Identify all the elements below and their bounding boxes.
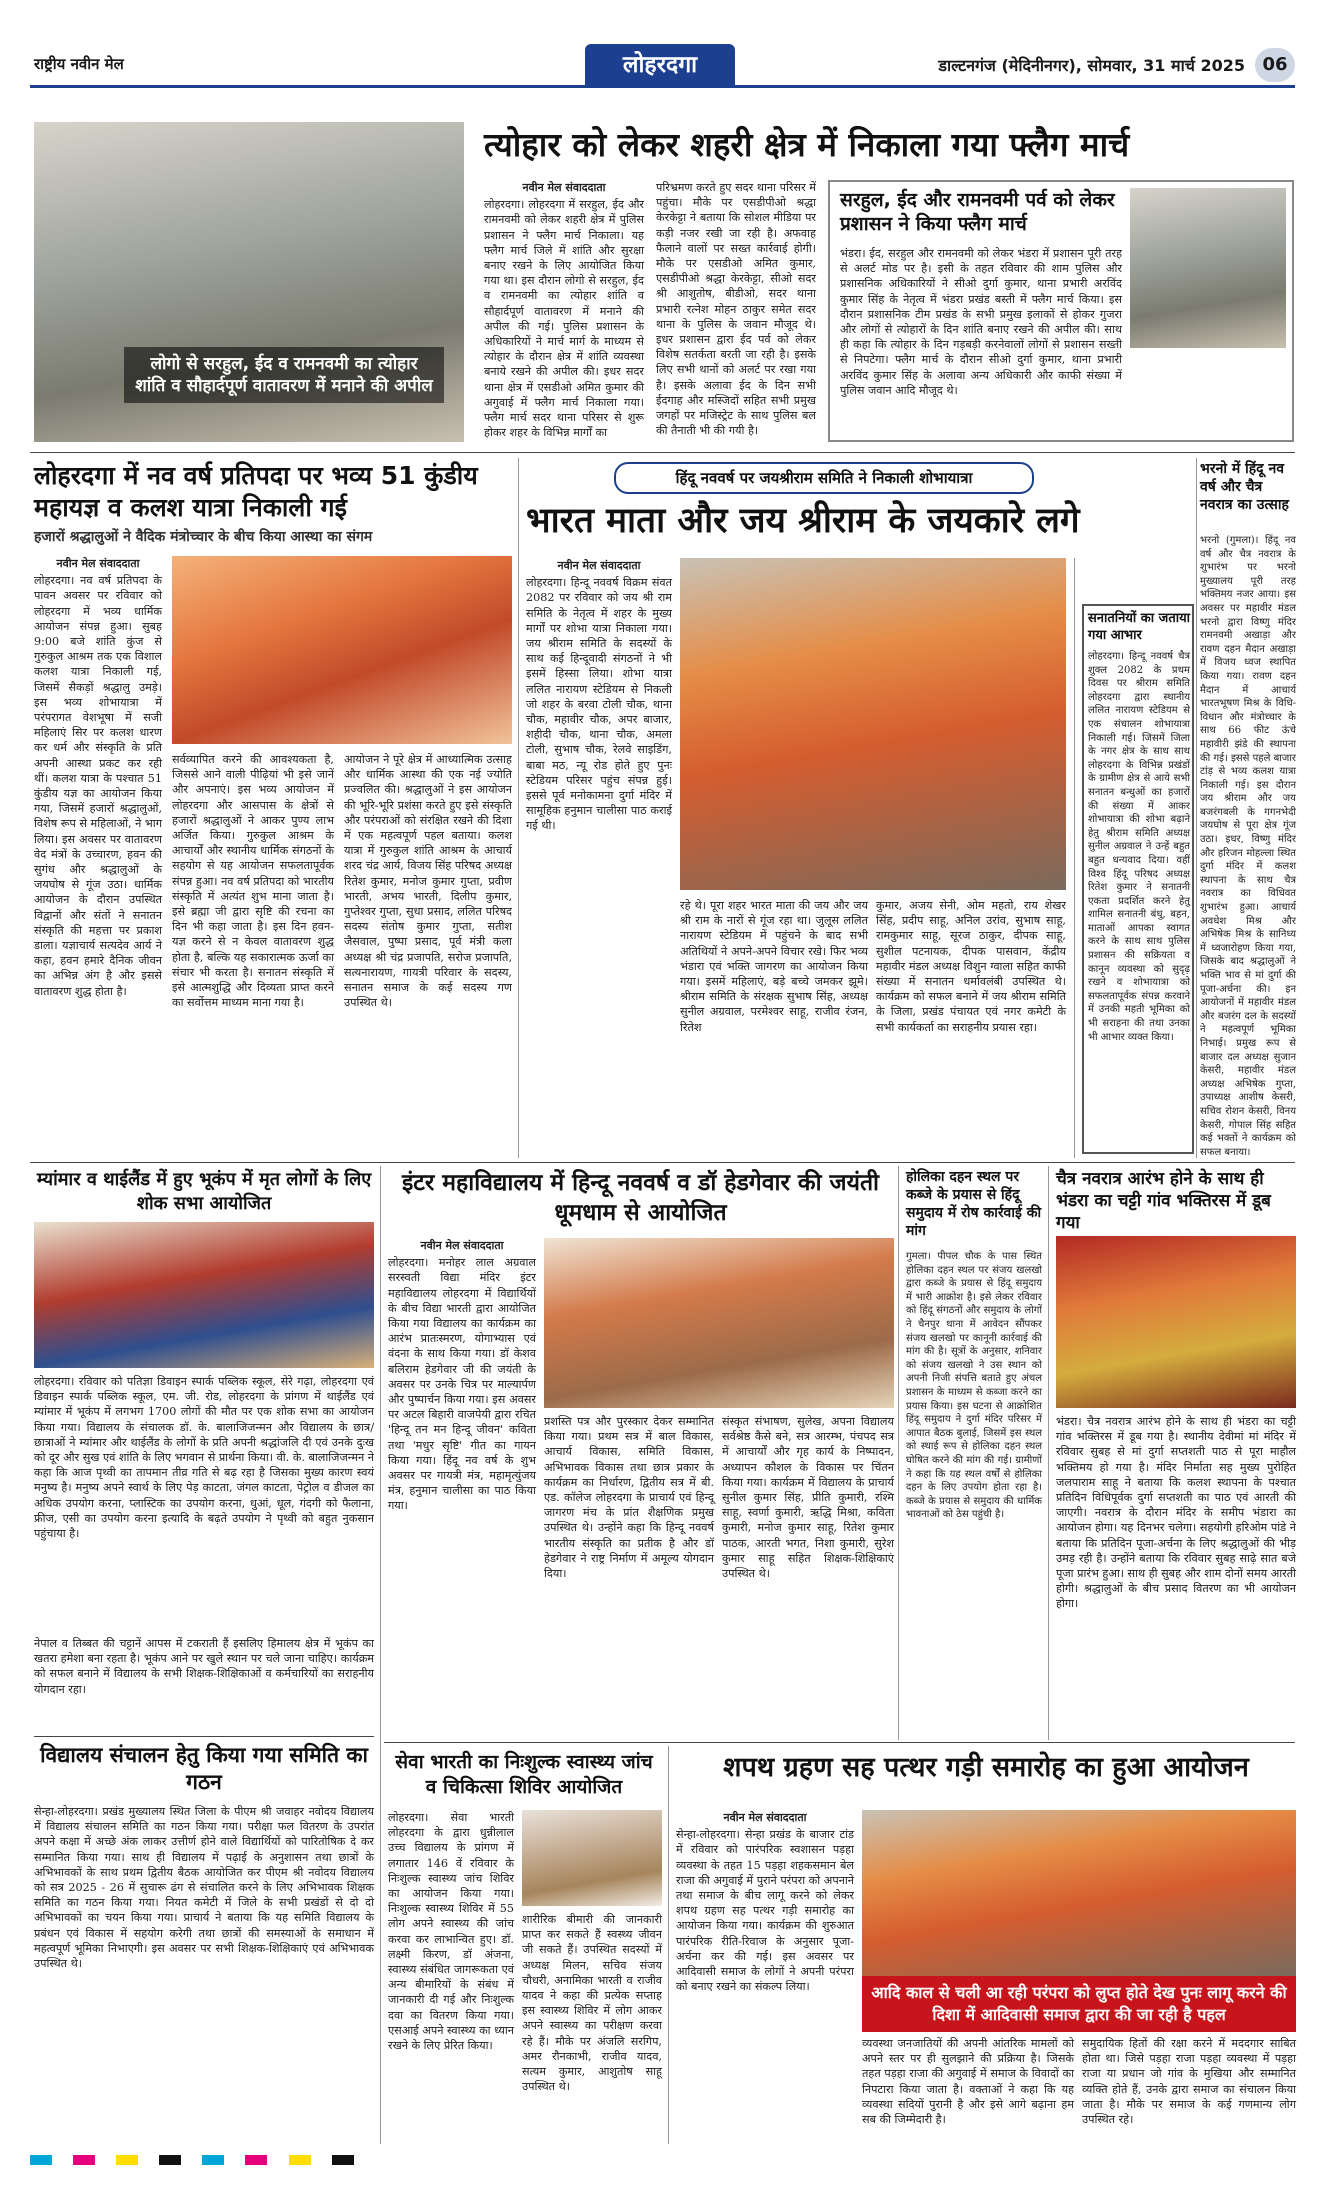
divider <box>384 1742 1295 1743</box>
jai-shri-ram-column-3: कुमार, अजय सेनी, ओम महतो, राय शेखर सिंह, प्रदीप साहू, अनिल उरांव, सुभाष साहू, रामकुमार साहू, सूरज ठाकुर, दीपक साहू, सुशील पटनायक, दीपक पासवान, केंद्रीय महावीर मंडल अध्यक्ष विशुन ग्वाला सहित काफी संख्या में सनातन धर्मावलंबी उपस्थित थे। कार्यक्रम को सफल बनाने में जय श्रीराम समिति के जिला, प्रखंड पंचायत एवं नगर कमेटी के सभी कार्यकर्ता का सराहनीय प्रयास रहा। <box>876 899 1066 1034</box>
divider <box>668 1746 669 2144</box>
holika-headline: होलिका दहन स्थल पर कब्जे के प्रयास से हिंदू समुदाय में रोष कार्रवाई की मांग <box>906 1169 1042 1239</box>
divider <box>898 1166 899 1740</box>
jai-shri-ram-text-1: लोहरदगा। हिन्दू नववर्ष विक्रम संवत 2082 पर रविवार को जय श्री राम समिति के नेतृत्व में शहर के मुख्य मार्गों पर शोभा यात्रा निकाला गया। जय श्रीराम समिति के सदस्यों के साथ कई हिन्दूवादी संगठनों ने भी इसमें हिस्सा लिया। शोभा यात्रा ललित नारायण स्टेडियम से निकली जो शहर के बरवा टोली चौक, थाना चौक, महावीर चौक, अपर बाजार, शहीदी चौक, थाना चौक, अमला टोली, सुभाष चौक, रेलवे साइडिंग, बाबा मठ, न्यू रोड होते हुए पुनः स्टेडियम परिसर पहुंच संपन्न हुई। इससे पूर्व मनोकामना दुर्गा मंदिर में सामूहिक हनुमान चालीसा पाठ कराई गई थी। <box>526 576 672 833</box>
section-label: लोहरदगा <box>585 44 735 86</box>
byline: नवीन मेल संवाददाता <box>557 559 641 572</box>
oath-headline: शपथ ग्रहण सह पत्थर गड़ी समारोह का हुआ आयोजन <box>723 1752 1249 1783</box>
yagya-column-1 <box>34 556 162 1154</box>
college-event-photo <box>544 1238 894 1408</box>
yagya-column-2: सर्वव्यापित करने की आवश्यकता है, जिससे आने वाली पीढ़ियां भी इसे जानें और अपनाएं। इस भव्य आयोजन में लोहरदगा और आसपास के क्षेत्रों से हजारों श्रद्धालुओं ने आकर पुण्य लाभ अर्जित किया। गुरुकुल आश्रम के आचार्यों और स्थानीय धार्मिक संगठनों के सहयोग से यह आयोजन सफलतापूर्वक संपन्न हुआ। नव वर्ष प्रतिपदा को भारतीय संस्कृति में अत्यंत शुभ माना जाता है। इसे ब्रह्मा जी द्वारा सृष्टि की रचना का दिन भी कहा जाता है। इस दिन हवन-यज्ञ करने से न केवल वातावरण शुद्ध होता है, बल्कि यह सकारात्मक ऊर्जा का संचार भी करता है। सनातन संस्कृति में इसे आत्मशुद्धि और दिव्यता प्राप्त करने का सर्वोत्तम माध्यम माना गया है। <box>172 753 334 1010</box>
yagya-photo <box>172 556 512 744</box>
spacer <box>980 604 1098 1164</box>
school-committee-headline: विद्यालय संचालन हेतु किया गया समिति का गठन <box>40 1743 368 1794</box>
jai-shri-ram-headline: भारत माता और जय श्रीराम के जयकारे लगे <box>526 501 1080 541</box>
holika-text: गुमला। पीपल चौक के पास स्थित होलिका दहन स्थल पर संजय खलखो द्वारा कब्जे के प्रयास से हिंदू समुदाय में भारी आक्रोश है। इसे लेकर रविवार को हिंदू संगठनों और समुदाय के लोगों ने चैनपुर थाना में आवेदन सौंपकर संजय खलखो पर कानूनी कार्रवाई की मांग की है। सूत्रों के अनुसार, शनिवार को संजय खलखो ने उस स्थान को अपनी निजी संपत्ति बताते हुए अंचल प्रशासन के माध्यम से कब्जा करने का प्रयास किया। इस घटना से आक्रोशित हिंदू समुदाय ने दुर्गा मंदिर परिसर में आपात बैठक बुलाई, जिसमें इस स्थल को स्थाई रूप से होलिका दहन स्थल घोषित करने की मांग की गई। ग्रामीणों ने कहा कि यह स्थल वर्षों से होलिका दहन के लिए उपयोग होता रहा है। कब्जे के प्रयास से समुदाय की धार्मिक भावनाओं को ठेस पहुंची है। <box>906 1251 1042 1521</box>
flag-march-headline: त्योहार को लेकर शहरी क्षेत्र में निकाला गया फ्लैग मार्च <box>484 125 1130 164</box>
health-camp-headline: सेवा भारती का निःशुल्क स्वास्थ्य जांच व चिकित्सा शिविर आयोजित <box>395 1751 653 1798</box>
color-mark <box>289 2155 311 2165</box>
byline: नवीन मेल संवाददाता <box>56 557 140 570</box>
flag-march-text-1: लोहरदगा। लोहरदगा में सरहुल, ईद और रामनवमी को लेकर शहरी क्षेत्र में पुलिस प्रशासन ने फ्लैग मार्च निकाला। यह फ्लैग मार्च जिले में शांति और सुरक्षा बनाए रखने के लिए आयोजित किया गया था। इस दौरान लोगो से सरहुल, ईद व रामनवमी का त्योहार शांति व सौहार्दपूर्ण वातावरण में मनाने की अपील की गई। पुलिस प्रशासन के अधिकारियों ने मार्च मार्ग के माध्यम से त्योहार के दौरान क्षेत्र में शांति व्यवस्था बनाये रखने की अपील की। इधर सदर थाना क्षेत्र में एसडीओ अमित कुमार की अगुवाई में फ्लैग मार्च निकाला गया। फ्लैग मार्च सदर थाना परिसर से शुरू होकर शहर के विभिन्न मार्गों का <box>484 198 644 440</box>
yagya-headline: लोहरदगा में नव वर्ष प्रतिपदा पर भव्य 51 कुंडीय महायज्ञ व कलश यात्रा निकाली गई <box>34 461 478 522</box>
hedgewar-column-1 <box>388 1238 536 1736</box>
divider <box>518 458 519 1158</box>
jai-shri-ram-column-2: रहे थे। पूरा शहर भारत माता की जय और जय श्री राम के नारों से गूंज रहा था। जुलूस ललित नारायण स्टेडियम में पहुंचने के बाद सभी अतिथियों ने अपने-अपने विचार रखे। फिर भव्य भंडारा एवं भक्ति जागरण का आयोजन किया गया। इसमें महिलाएं, बड़े बच्चे जमकर झूमे। श्रीराम समिति के संरक्षक सुभाष सिंह, अध्यक्ष सुनील अग्रवाल, परमेश्वर साहू, राजीव रंजन, रितेश <box>680 899 868 1034</box>
flag-march-photo <box>34 122 464 442</box>
jai-shri-ram-kicker: हिंदू नववर्ष पर जयश्रीराम समिति ने निकाली शोभायात्रा <box>614 462 1034 494</box>
hedgewar-column-2: प्रशस्ति पत्र और पुरस्कार देकर सम्मानित किया गया। प्रथम सत्र में बाल विकास, आचार्य विकास, समिति विकास, अभिभावक विकास तथा छात्र प्रकार के कार्यक्रम का निर्धारण, द्वितीय सत्र में बी. एड. कॉलेज लोहरदगा के प्राचार्य एवं हिन्दू जागरण मंच के प्रांत शैक्षणिक प्रमुख उपस्थित थे। उन्होंने कहा कि हिन्दू नववर्ष भारतीय संस्कृति का प्रतीक है और डॉ हेडगेवार ने राष्ट्र निर्माण में अमूल्य योगदान दिया। <box>544 1415 714 1581</box>
masthead <box>30 44 1295 88</box>
divider <box>1074 558 1075 1158</box>
paper-name: राष्ट्रीय नवीन मेल <box>34 55 124 73</box>
divider <box>1196 458 1197 1158</box>
page-number: 06 <box>1255 48 1295 82</box>
earthquake-text-2: नेपाल व तिब्बत की चट्टानें आपस में टकराती हैं इसलिए हिमालय क्षेत्र में भूकंप का खतरा हमेशा बना रहता है। भूकंप आने पर खुले स्थान पर चले जाना चाहिए। कार्यक्रम को सफल बनाने में विद्यालय के सभी शिक्षक-शिक्षिकाओं व कर्मचारियों का सराहनीय योगदान रहा। <box>34 1637 374 1696</box>
divider <box>1048 1166 1049 1740</box>
hedgewar-column-3: संस्कृत संभाषण, सुलेख, अपना विद्यालय सर्वश्रेष्ठ कैसे बने, सत्र आरम्भ, पंचपद सत्र में आचार्यों और गृह कार्य के निष्पादन, अध्यापन कौशल के विकास पर चिंतन किया गया। कार्यक्रम में विद्यालय के प्राचार्य सुनील कुमार सिंह, प्रीति कुमारी, रश्मि साहू, स्वर्णा कुमारी, ऋद्धि मिश्रा, कविता कुमारी, मनोज कुमार साहू, रितेश कुमार पाठक, आरती भगत, निशा कुमारी, सुरेश कुमार साहू सहित शिक्षक-शिक्षिकाएं उपस्थित थे। <box>722 1415 894 1581</box>
divider <box>380 1166 381 2144</box>
oath-column-1 <box>676 1810 854 1994</box>
flag-march-column-2: परिभ्रमण करते हुए सदर थाना परिसर में पहुंचा। मौके पर एसडीपीओ श्रद्धा केरकेट्टा ने बताया कि सोशल मीडिया पर कड़ी नजर रखी जा रही है। अफवाह फैलाने वालों पर सख्त कार्रवाई होगी। मौके पर एसडीओ अमित कुमार, एसडीपीओ श्रद्धा केरकेट्टा, सीओ सदर श्री आशुतोष, बीडीओ, सदर थाना प्रभारी रत्नेश मोहन ठाकुर समेत सदर थाना के पुलिस के जवान मौजूद थे। इधर प्रशासन द्वारा ईद पर्व को लेकर विशेष सतर्कता बरती जा रही है। इसके लिए सभी थानों को अलर्ट पर रखा गया है। इसके अलावा ईद के दिन सभी ईदगाह और मस्जिदों सहित सभी प्रमुख जगहों पर मजिस्ट्रेट के साथ पुलिस बल की तैनाती भी की गयी है। <box>656 181 816 438</box>
oath-column-2: व्यवस्था जनजातियों की अपनी आंतरिक मामलों को अपने स्तर पर ही सुलझाने की प्रक्रिया है। जिसके तहत पड़हा राजा की अगुवाई में समाज के विवादों का निपटारा किया जाता है। वक्ताओं ने कहा कि यह व्यवस्था सदियों पुरानी है और इसे आगे बढ़ाना हम सब की जिम्मेदारी है। <box>862 2037 1074 2127</box>
earthquake-text: लोहरदगा। रविवार को पतिज्ञा डिवाइन स्पार्क पब्लिक स्कूल, सेरे गढ़ा, लोहरदगा एवं डिवाइन स्पार्क पब्लिक स्कूल, एम. जी. रोड, लोहरदगा के प्रांगण में थाईलैंड एवं म्यांमार में भूकंप में लगभग 1700 लोगों की मौत पर एक शोक सभा का आयोजन किया गया। विद्यालय के संचालक डॉ. के. बालाजिजन्मन और विद्यालय के छात्र/छात्राओं ने म्यांमार और थाईलैंड के लोगों के प्रति अपनी श्रद्धांजलि दी एवं उनके दुःख को दूर और सुख एवं शांति के लिए भगवान से प्रार्थना किया। वी. के. बालाजिजन्मन ने कहा कि आज पृथ्वी का तापमान तीव्र गति से बढ़ रहा है जिसका मुख्य कारण स्वयं मनुष्य है। मनुष्य अपने स्वार्थ के लिए पेड़ काटता, जंगल काटता, पेट्रोल व डीजल का अधिक उपयोग करना, प्लास्टिक का उपयोग करना, धुआं, धूल, गंदगी को फैलाना, फ्रीज, एसी का उपयोग करना इत्यादि के बढ़ते उपयोग ने पृथ्वी को बहुत नुकसान पहुंचाया है। <box>34 1375 374 1541</box>
yagya-text-1: लोहरदगा। नव वर्ष प्रतिपदा के पावन अवसर पर रविवार को लोहरदगा में भव्य धार्मिक आयोजन संपन्न हुआ। सुबह 9:00 बजे शांति कुंज से गुरुकुल आश्रम तक एक विशाल कलश यात्रा निकाली गई, जिसमें सैकड़ों श्रद्धालु उमड़े। इस भव्य शोभायात्रा में परंपरागत वेशभूषा में सजी महिलाएं सिर पर कलश धारण कर धर्म और संस्कृति के प्रति अपनी आस्था प्रकट कर रही थीं। कलश यात्रा के पश्चात 51 कुंडीय यज्ञ का आयोजन किया गया, जिसमें हजारों श्रद्धालुओं, विशेष रूप से महिलाओं, ने भाग लिया। इस अवसर पर वातावरण वेद मंत्रों के उच्चारण, हवन की सुगंध और श्रद्धालुओं के जयघोष से गूंज उठा। धार्मिक आयोजन के दौरान उपस्थित विद्वानों और संतों ने सनातन संस्कृति की महत्ता पर प्रकाश डाला। यज्ञाचार्य सत्यदेव आर्य ने कहा, हवन हमारे दैनिक जीवन का अभिन्न अंग है और इससे वातावरण शुद्ध होता है। <box>34 574 162 998</box>
health-camp-photo <box>522 1810 662 1906</box>
flag-march-column-1 <box>484 180 644 442</box>
flag-march-photo-caption: लोगो से सरहुल, ईद व रामनवमी का त्योहार शांति व सौहार्दपूर्ण वातावरण में मनाने की अपील <box>124 347 444 403</box>
jai-shri-ram-column-1 <box>526 558 672 1154</box>
oath-text-1: सेन्हा-लोहरदगा। सेन्हा प्रखंड के बाजार टांड में रविवार को पारंपरिक स्वशासन पड़हा व्यवस्था के तहत 15 पड़हा शहकसमान बेल राजा की अगुवाई में पुराने परंपरा को अपनाने तथा समाज के बीच लागू करने को लेकर शपथ ग्रहण सह पत्थर गड़ी समारोह का आयोजन किया गया। कार्यक्रम की शुरुआत पारंपरिक रीति-रिवाज के अनुसार पूजा-अर्चना कर की गई। इस अवसर पर आदिवासी समाज के लोगों ने अपनी परंपरा को बनाए रखने का संकल्प लिया। <box>676 1828 854 1994</box>
divider <box>34 1736 374 1737</box>
school-committee-text: सेन्हा-लोहरदगा। प्रखंड मुख्यालय स्थित जिला के पीएम श्री जवाहर नवोदय विद्यालय में विद्यालय संचालन समिति का गठन किया गया। परीक्षा फल वितरण के उपरांत अपने कक्षा में अच्छे अंक लाकर उत्तीर्ण होने वाले विद्यार्थियों को पारितोषिक दे कर सम्मानित किया गया। साथ ही विद्यालय में पढ़ाई के अनुशासन तथा छात्रों के अभिभावकों के साथ प्रथम द्वितीय बैठक आयोजित कर पीएम श्री नवोदय विद्यालय को सत्र 2025 - 26 में सुचारू ढंग से संचालित करने के लिए अभिभावक शिक्षक समिति का गठन किया गया। नियत कमेटी में जिले के सभी प्रखंडों से दो दो अभिभावकों का चयन किया गया। प्राचार्य ने बताया कि यह समिति विद्यालय के प्रबंधन एवं विकास में सहयोग करेगी तथा छात्रों की समस्याओं के समाधान में महत्वपूर्ण भूमिका निभाएगी। इस अवसर पर सभी शिक्षक-शिक्षिकाएं एवं अभिभावक उपस्थित थे। <box>34 1805 374 1971</box>
color-mark <box>202 2155 224 2165</box>
color-mark <box>30 2155 52 2165</box>
byline: नवीन मेल संवाददाता <box>420 1239 504 1252</box>
earthquake-headline: म्यांमार व थाईलैंड में हुए भूकंप में मृत लोगों के लिए शोक सभा आयोजित <box>36 1169 372 1214</box>
byline: नवीन मेल संवाददाता <box>522 181 606 194</box>
color-mark <box>116 2155 138 2165</box>
bhandra-navratri-headline: चैत्र नवरात्र आरंभ होने के साथ ही भंडरा का चट्टी गांव भक्तिरस में डूब गया <box>1056 1169 1271 1233</box>
color-mark <box>159 2155 181 2165</box>
bharno-text: भरनो (गुमला)। हिंदू नव वर्ष और चैत्र नवरात्र के शुभारंभ पर भरनो मुख्यालय पूरी तरह भक्तिमय नजर आया। इस अवसर पर महावीर मंडल भरनो द्वारा विष्णु मंदिर रामनवमी अखाड़ा और रावण दहन मैदान अखाड़ा में विजय ध्वज स्थापित किया गया। रावण दहन मैदान में आचार्य भारतभूषण मिश्र के विधि-विधान और मंत्रोच्चार के साथ 66 फीट ऊंचे महावीरी झंडे की स्थापना की गई। इससे पहले बाजार टांड़ से भव्य कलश यात्रा निकाली गई। इस दौरान जय श्रीराम और जय बजरंगबली के गगनभेदी जयघोष से पूरा क्षेत्र गूंज उठा। इधर, विष्णु मंदिर और हरिजन मोहल्ला स्थित दुर्गा मंदिर में कलश स्थापना के साथ चैत्र नवरात्र का विधिवत शुभारंभ हुआ। आचार्य अवधेश मिश्र और अभिषेक मिश्र के सानिध्य में ध्वजारोहण किया गया, जिसके बाद श्रद्धालुओं ने भक्ति भाव से मां दुर्गा की पूजा-अर्चना की। इन आयोजनों में महावीर मंडल और बजरंग दल के सदस्यों ने महत्वपूर्ण भूमिका निभाई। प्रमुख रूप से बाजार दल अध्यक्ष सुजान केसरी, महावीर मंडल अध्यक्ष अभिषेक गुप्ता, उपाध्यक्ष आशीष केसरी, सचिव रोशन केसरी, विनय केसरी, गोपाल सिंह सहित कई भक्तों ने कार्यक्रम को सफल बनाया। <box>1200 535 1296 1158</box>
print-color-marks <box>30 2150 1295 2166</box>
temple-photo <box>1056 1236 1296 1408</box>
flag-march-side-headline: सरहुल, ईद और रामनवमी पर्व को लेकर प्रशासन ने किया फ्लैग मार्च <box>840 189 1115 235</box>
color-mark <box>332 2155 354 2165</box>
flag-march-side-text: भंडरा। ईद, सरहुल और रामनवमी को लेकर भंडरा में प्रशासन पूरी तरह से अलर्ट मोड पर है। इसी के तहत रविवार की शाम पुलिस और प्रशासनिक अधिकारियों ने सीओ दुर्गा कुमार, थाना प्रभारी अरविंद कुमार सिंह के नेतृत्व में भंडरा प्रखंड बस्ती में फ्लैग मार्च किया। इस दौरान प्रशासनिक टीम प्रखंड के सभी प्रमुख इलाकों से होकर गुजरा और लोगों से त्योहारों के दिन शांति बनाए रखने की अपील की। साथ ही कहा कि त्योहार के दिन गड़बड़ी करनेवालों लोगों से प्रशासन सख्ती से निपटेगा। फ्लैग मार्च के दौरान सीओ दुर्गा कुमार, थाना प्रभारी अरविंद कुमार सिंह के अलावा अन्य अधिकारी और काफी संख्या में पुलिस जवान आदि मौजूद थे। <box>840 247 1122 397</box>
oath-ceremony-photo <box>862 1810 1296 1976</box>
dateline: डाल्टनगंज (मेदिनीनगर), सोमवार, 31 मार्च 2025 <box>938 56 1245 75</box>
hedgewar-text-1: लोहरदगा। मनोहर लाल अग्रवाल सरस्वती विद्या मंदिर इंटर महाविद्यालय लोहरदगा में विद्यार्थियों के बीच विद्या भारती द्वारा आयोजित किया गया विद्यालय का कार्यक्रम का आरंभ प्रातःस्मरण, योगाभ्यास एवं वंदना के साथ किया गया। डॉ केशव बलिराम हेडगेवार जी की जयंती के अवसर पर उनके चित्र पर माल्यार्पण और पुष्पार्चन किया गया। इस अवसर पर अटल बिहारी वाजपेयी द्वारा रचित 'हिन्दू तन मन हिन्दू जीवन' कविता तथा 'मधुर सृष्टि' गीत का गायन किया गया। हिंदू नव वर्ष के शुभ अवसर पर गायत्री मंत्र, महामृत्युंजय मंत्र, हनुमान चालीसा का पाठ किया गया। <box>388 1256 536 1513</box>
sanatani-headline: सनातनियों का जताया गया आभार <box>1088 611 1191 643</box>
divider <box>30 452 1295 453</box>
oath-photo-caption: आदि काल से चली आ रही परंपरा को लुप्त होते देख पुनः लागू करने की दिशा में आदिवासी समाज द्वारा की जा रही है पहल <box>862 1976 1296 2032</box>
bhandra-navratri-text: भंडरा। चैत्र नवरात्र आरंभ होने के साथ ही भंडरा का चट्टी गांव भक्तिरस में डूब गया है। स्थानीय देवीमां मां मंदिर में रविवार सुबह से मां दुर्गा सप्तशती पाठ से पूरा माहौल भक्तिमय हो गया है। मंदिर निर्माता सह मुख्य पुरोहित जलपाराम साहू ने बताया कि कलश स्थापना के पश्चात प्रतिदिन विधिपूर्वक दुर्गा सप्तशती का पाठ एवं आरती की जाएगी। नवरात्र के दौरान मंदिर के समीप भंडारा का आयोजन होगा। यह दिनभर चलेगा। सहयोगी हरिओम पांडे ने बताया कि प्रतिदिन पूजा-अर्चना के लिए श्रद्धालुओं की भीड़ उमड़ रही है। उन्होंने बताया कि रविवार सुबह साढ़े सात बजे पूजा प्रारंभ हुआ। साथ ही सुबह और शाम दोनों समय आरती होगी। श्रद्धालुओं के बीच प्रसाद वितरण का भी आयोजन होगा। <box>1056 1415 1296 1611</box>
divider <box>30 1162 1295 1163</box>
color-mark <box>73 2155 95 2165</box>
bhandra-flag-march-photo <box>1130 188 1286 348</box>
bharno-headline: भरनो में हिंदू नव वर्ष और चैत्र नवरात्र का उत्साह <box>1200 461 1289 513</box>
hedgewar-headline: इंटर महाविद्यालय में हिन्दू नववर्ष व डॉ हेडगेवार की जयंती धूमधाम से आयोजित <box>401 1170 880 1226</box>
sanatani-text: लोहरदगा। हिन्दू नववर्ष चैत्र शुक्ल 2082 के प्रथम दिवस पर श्रीराम समिति लोहरदगा द्वारा स्थानीय ललित नारायण स्टेडियम से एक संचालन शोभायात्रा निकाली गई। जिसमें जिला के नगर क्षेत्र के साथ साथ लोहरदगा के विभिन्न प्रखंडों के ग्रामीण क्षेत्र से आये सभी सनातन बन्धुओं का हजारों की संख्या में आकर शोभायात्रा की शोभा बढ़ाने हेतु श्रीराम समिति अध्यक्ष सुनील अग्रवाल ने उन्हें बहुत बहुत धन्यवाद दिया। वहीं विश्व हिंदू परिषद अध्यक्ष रितेश कुमार ने सनातनी एकता प्रदर्शित करने हेतु शामिल सनातनी बंधु, बहन, माताओं आपका स्वागत करने के साथ साथ पुलिस प्रशासन की सक्रियता व कानून व्यवस्था को सुदृढ़ रखने व शोभायात्रा को सफलतापूर्वक संपन्न करवाने में उनकी महती भूमिका को भी सराहना की तथा उनका भी आभार व्यक्त किया। <box>1088 651 1190 1043</box>
color-mark <box>245 2155 267 2165</box>
yagya-subhead: हजारों श्रद्धालुओं ने वैदिक मंत्रोच्चार के बीच किया आस्था का संगम <box>34 529 373 545</box>
health-camp-column-1: लोहरदगा। सेवा भारती लोहरदगा के द्वारा धुन्नीलाल उच्च विद्यालय के प्रांगण में लगातार 146 वें रविवार के निःशुल्क स्वास्थ्य जांच शिविर का आयोजन किया गया। निःशुल्क स्वास्थ्य शिविर में 55 लोग अपने स्वास्थ्य की जांच करवा कर लाभान्वित हुए। डॉ. लक्ष्मी किरण, डॉ अंजना, स्वास्थ्य संबंधित जागरूकता एवं अन्य बीमारियों के संबंध में जानकारी दी गई और निःशुल्क दवा का वितरण किया गया। एसआई अपने स्वास्थ्य का ध्यान रखने के लिए प्रेरित किया। <box>388 1811 514 2053</box>
yagya-column-3: आयोजन ने पूरे क्षेत्र में आध्यात्मिक उत्साह और धार्मिक आस्था की एक नई ज्योति प्रज्वलित की। श्रद्धालुओं ने इस आयोजन की भूरि-भूरि प्रशंसा करते हुए इसे संस्कृति और परंपराओं को संरक्षित रखने की दिशा में एक महत्वपूर्ण पहल बताया। कलश यात्रा में गुरुकुल शांति आश्रम के आचार्य शरद चंद्र आर्य, विजय सिंह परिषद अध्यक्ष रितेश कुमार, मनोज कुमार गुप्ता, प्रवीण भारती, अभय भारती, दिलीप कुमार, गुप्तेश्वर गुप्ता, सुधा प्रसाद, ललित परिषद सदस्य संतोष कुमार गुप्ता, सतीश जैसवाल, पुष्पा प्रसाद, पूर्व मंत्री कला अध्यक्ष श्री चंद्र प्रजापति, सरोज प्रजापति, सत्यनारायण, गायत्री परिवार के सदस्य, सनातन समाज के कई सदस्य गण उपस्थित थे। <box>344 753 512 1010</box>
oath-column-3: समुदायिक हितों की रक्षा करने में मददगार साबित होता था। जिसे पड़हा राजा पड़हा व्यवस्था में पड़हा राजा या प्रधान जो गांव के मुखिया और सम्मानित व्यक्ति होते हैं, उनके द्वारा समाज का संचालन किया जाता है। मौके पर समाज के कई गणमान्य लोग उपस्थित रहे। <box>1082 2037 1296 2127</box>
byline: नवीन मेल संवाददाता <box>723 1811 807 1824</box>
condolence-meeting-photo <box>34 1222 374 1368</box>
health-camp-column-2: शारीरिक बीमारी की जानकारी प्राप्त कर सकते हैं स्वस्थ्य जीवन जी सकते हैं। उपस्थित सदस्यों में अध्यक्ष मिलन, सचिव संजय चौधरी, अनामिका भारती व राजीव यादव ने कहा की प्रत्येक सप्ताह इस स्वास्थ्य शिविर में लोग आकर अपने स्वास्थ्य का परीक्षण करवा रहे हैं। मौके पर अंजलि सरगिप, अमर रौनकाभी, राजीव यादव, सत्यम कुमार, आशुतोष साहू उपस्थित थे। <box>522 1913 662 2094</box>
